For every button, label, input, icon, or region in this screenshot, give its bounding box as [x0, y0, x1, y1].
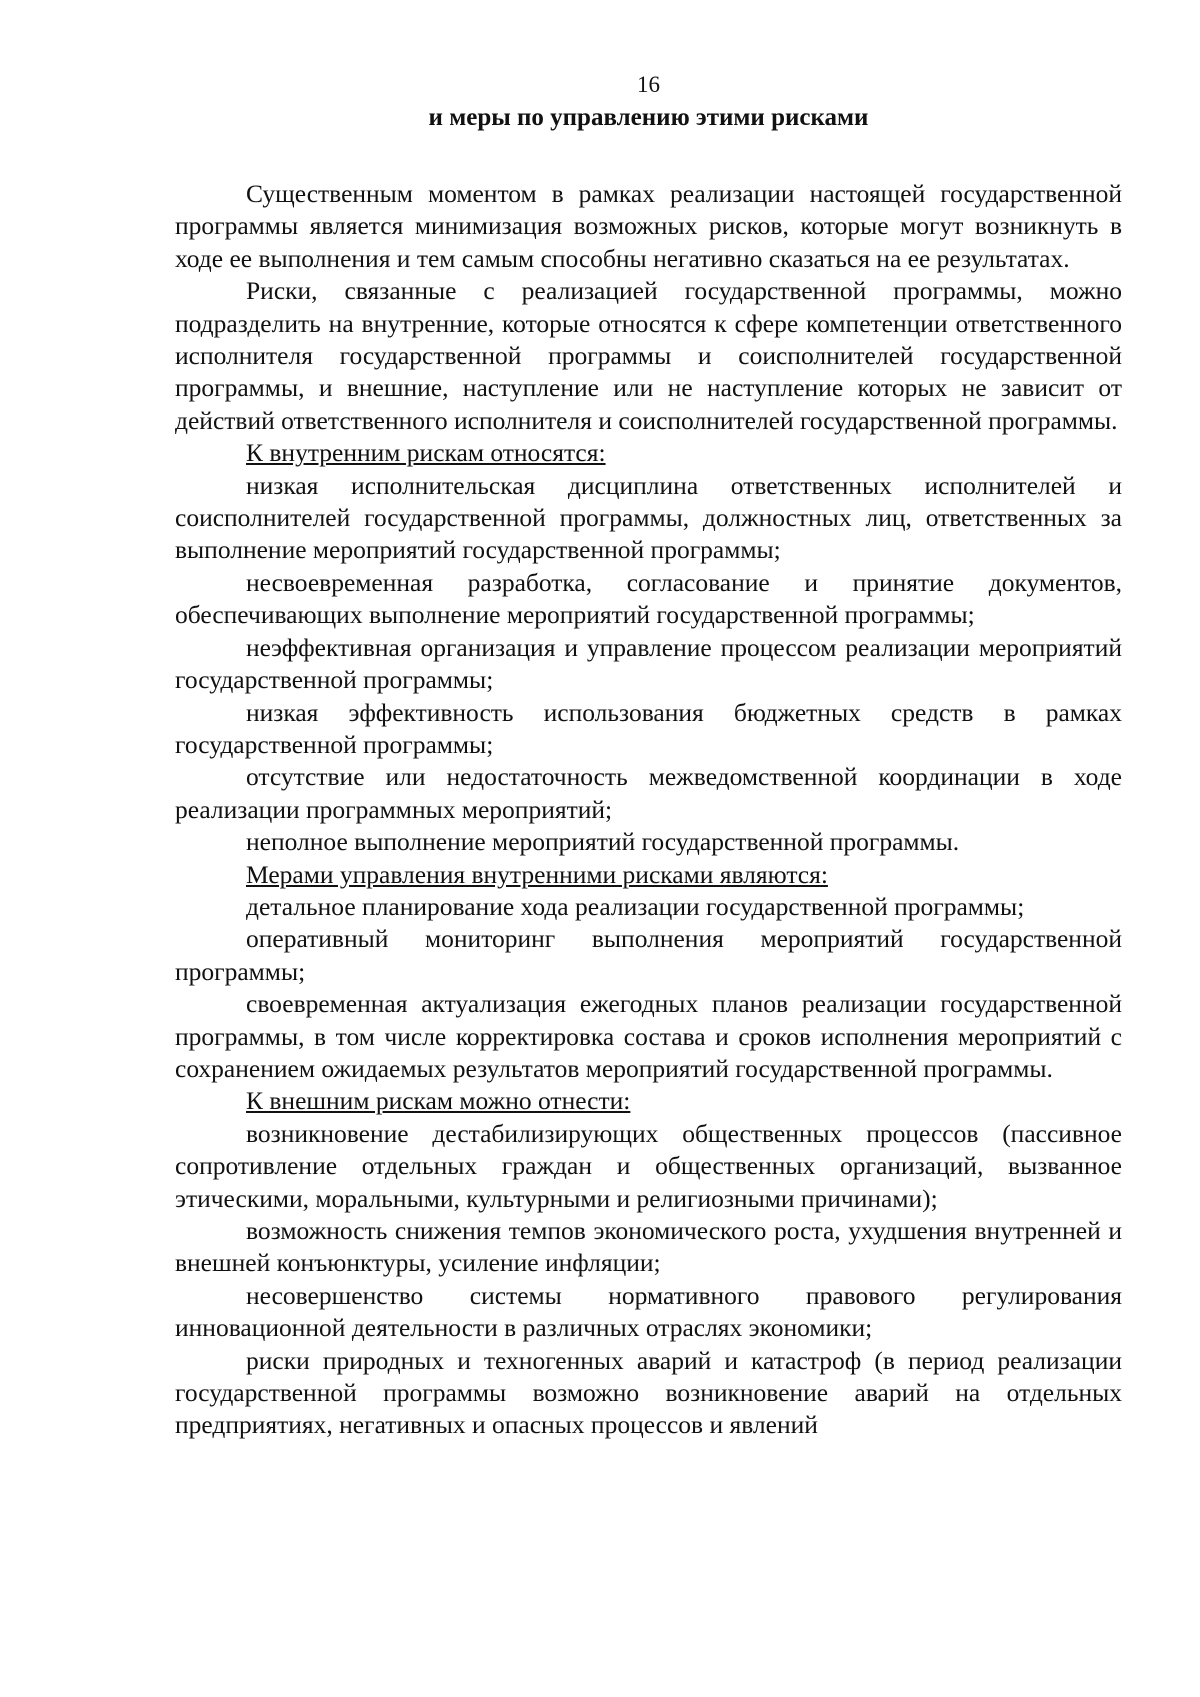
- internal-risk-item: отсутствие или недостаточность межведомственной координации в ходе реализации программных мероприятий;: [175, 762, 1122, 824]
- internal-measures-heading: [175, 859, 1122, 891]
- external-risks-heading: [175, 1085, 1122, 1117]
- internal-risk-item: неэффективная организация и управление процессом реализации мероприятий государственной программы;: [175, 632, 1122, 695]
- internal-risk-item: низкая исполнительская дисциплина ответственных исполнителей и соисполнителей государственной программы, должностных лиц, ответственных за выполнение мероприятий государственной программы;: [175, 470, 1122, 565]
- internal-measure-item: своевременная актуализация ежегодных планов реализации государственной программы, в том числе корректировка состава и сроков исполнения мероприятий с сохранением ожидаемых результатов мероприятий государственной программы.: [175, 989, 1122, 1083]
- paragraph-intro: Существенным моментом в рамках реализации настоящей государственной программы является минимизация возможных рисков, которые могут возникнуть в ходе ее выполнения и тем самым способны негативно сказаться на ее результатах.: [175, 179, 1122, 273]
- internal-risk-item: несвоевременная разработка, согласование и принятие документов, обеспечивающих выполнение мероприятий государственной программы;: [175, 567, 1122, 630]
- document-body: [175, 178, 1122, 1442]
- internal-measures-heading-text: Мерами управления внутренними рисками являются:: [246, 859, 828, 889]
- external-risk-item: риски природных и техногенных аварий и катастроф (в период реализации государственной программы возможно возникновение аварий на отдельных предприятиях, негативных и опасных процессов и явлений: [175, 1345, 1122, 1440]
- internal-risks-heading-text: К внутренним рискам относятся:: [246, 438, 606, 468]
- paragraph-risk-types: Риски, связанные с реализацией государственной программы, можно подразделить на внутренние, которые относятся к сфере компетенции ответственного исполнителя государственной программы и соисполнителей государственной программы, и внешние, наступление или не наступление которых не зависит от действий ответственного исполнителя и соисполнителей государственной программы.: [175, 276, 1122, 435]
- section-title: и меры по управлению этими рисками: [428, 104, 869, 131]
- page-number: 16: [637, 72, 660, 97]
- external-risks-heading-text: К внешним рискам можно отнести:: [246, 1086, 631, 1116]
- external-risk-item: возможность снижения темпов экономического роста, ухудшения внутренней и внешней конъюнктуры, усиление инфляции;: [175, 1216, 1122, 1278]
- internal-measure-item: оперативный мониторинг выполнения мероприятий государственной программы;: [175, 924, 1122, 986]
- document-page: [175, 70, 1122, 1442]
- external-risk-item: возникновение дестабилизирующих общественных процессов (пассивное сопротивление отдельных граждан и общественных организаций, вызванное этическими, моральными, культурными и религиозными причинами);: [175, 1118, 1122, 1213]
- external-risk-item: несовершенство системы нормативного правового регулирования инновационной деятельности в различных отраслях экономики;: [175, 1280, 1122, 1343]
- internal-risk-item: низкая эффективность использования бюджетных средств в рамках государственной программы;: [175, 697, 1122, 759]
- internal-risks-heading: [175, 437, 1122, 469]
- internal-risk-item: неполное выполнение мероприятий государственной программы.: [246, 827, 960, 857]
- internal-measure-item: детальное планирование хода реализации государственной программы;: [246, 891, 1025, 921]
